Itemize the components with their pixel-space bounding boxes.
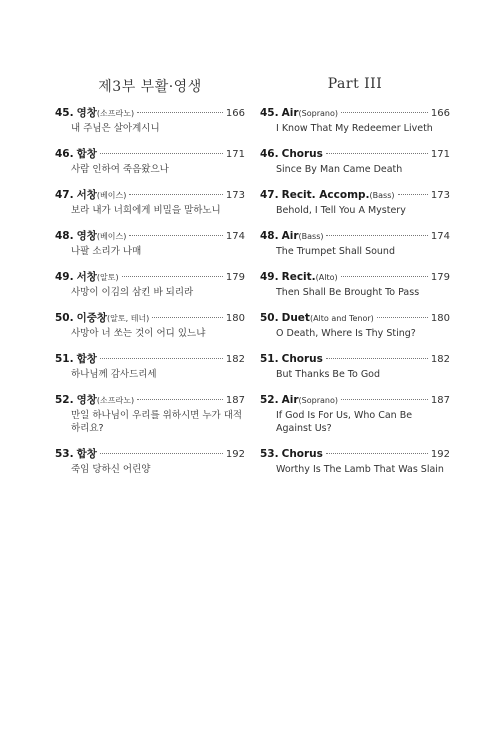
entry-subtitle: 만일 하나님이 우리를 위하시면 누가 대적하리요? bbox=[71, 410, 243, 434]
entry-number: 50. bbox=[55, 312, 74, 324]
entry-title: 영창 bbox=[76, 230, 97, 242]
entry-subtitle: O Death, Where Is Thy Sting? bbox=[276, 328, 416, 339]
entry-number: 52. bbox=[55, 394, 74, 406]
entry-number: 49. bbox=[260, 271, 279, 283]
entry-page: 182 bbox=[225, 354, 245, 365]
dot-leader bbox=[398, 194, 428, 195]
entry-number: 47. bbox=[55, 189, 74, 201]
entry-subtitle: 사람 인하여 죽음왔으나 bbox=[71, 164, 169, 175]
toc-entry[interactable] bbox=[55, 447, 245, 476]
toc-entry[interactable] bbox=[260, 447, 450, 476]
dot-leader bbox=[377, 317, 428, 318]
entry-title: Recit. bbox=[281, 271, 316, 283]
toc-entry[interactable] bbox=[55, 147, 245, 176]
entry-number: 51. bbox=[55, 353, 74, 365]
dot-leader bbox=[129, 235, 223, 236]
toc-entry[interactable] bbox=[55, 106, 245, 135]
part-heading-english: Part III bbox=[327, 76, 383, 92]
entry-page: 192 bbox=[225, 449, 245, 460]
toc-entry[interactable] bbox=[260, 393, 450, 435]
toc-entry[interactable] bbox=[260, 106, 450, 135]
entry-number: 52. bbox=[260, 394, 279, 406]
entry-subtitle: 내 주님은 살아계시니 bbox=[71, 123, 160, 134]
entry-page: 166 bbox=[430, 108, 450, 119]
dot-leader bbox=[326, 453, 428, 454]
entry-page: 174 bbox=[225, 231, 245, 242]
entry-voice-note: (베이스) bbox=[96, 191, 127, 200]
entry-title: Recit. Accomp. bbox=[281, 189, 370, 201]
toc-entry[interactable] bbox=[260, 270, 450, 299]
entry-title: Chorus bbox=[281, 353, 323, 365]
toc-entry[interactable] bbox=[260, 188, 450, 217]
entry-page: 171 bbox=[430, 149, 450, 160]
entry-title: 합창 bbox=[76, 353, 97, 365]
entry-number: 46. bbox=[55, 148, 74, 160]
entry-title: 영창 bbox=[76, 394, 97, 406]
part-heading-korean: 제3부 부활·영생 bbox=[98, 79, 202, 95]
entry-number: 53. bbox=[55, 448, 74, 460]
entry-page: 182 bbox=[430, 354, 450, 365]
dot-leader bbox=[341, 399, 428, 400]
entry-page: 187 bbox=[430, 395, 450, 406]
dot-leader bbox=[100, 453, 223, 454]
entry-page: 187 bbox=[225, 395, 245, 406]
entry-number: 50. bbox=[260, 312, 279, 324]
entry-page: 173 bbox=[225, 190, 245, 201]
dot-leader bbox=[326, 235, 427, 236]
entry-subtitle: Worthy Is The Lamb That Was Slain bbox=[276, 464, 444, 475]
dot-leader bbox=[326, 153, 428, 154]
entry-title: Duet bbox=[281, 312, 310, 324]
entry-page: 173 bbox=[430, 190, 450, 201]
entry-voice-note: (Soprano) bbox=[298, 109, 338, 118]
dot-leader bbox=[341, 276, 428, 277]
entry-voice-note: (Alto and Tenor) bbox=[309, 314, 374, 323]
dot-leader bbox=[137, 112, 223, 113]
entry-voice-note: (Bass) bbox=[298, 232, 324, 241]
entry-subtitle: 보라 내가 너희에게 비밀을 말하노니 bbox=[71, 205, 221, 216]
entry-list-korean bbox=[55, 106, 245, 488]
entry-subtitle: I Know That My Redeemer Liveth bbox=[276, 123, 433, 134]
dot-leader bbox=[341, 112, 428, 113]
entry-title: Air bbox=[281, 230, 299, 242]
entry-title: Air bbox=[281, 107, 299, 119]
toc-entry[interactable] bbox=[260, 311, 450, 340]
entry-title: 서창 bbox=[76, 189, 97, 201]
entry-number: 51. bbox=[260, 353, 279, 365]
toc-entry[interactable] bbox=[260, 229, 450, 258]
entry-voice-note: (알토, 테너) bbox=[107, 314, 150, 323]
toc-entry[interactable] bbox=[55, 311, 245, 340]
entry-number: 45. bbox=[260, 107, 279, 119]
entry-subtitle: Then Shall Be Brought To Pass bbox=[276, 287, 420, 298]
entry-list-english bbox=[260, 106, 450, 488]
toc-entry[interactable] bbox=[55, 270, 245, 299]
entry-title: 이중창 bbox=[76, 312, 108, 324]
entry-page: 180 bbox=[430, 313, 450, 324]
entry-page: 174 bbox=[430, 231, 450, 242]
entry-subtitle: The Trumpet Shall Sound bbox=[276, 246, 395, 257]
entry-subtitle: 죽임 당하신 어린양 bbox=[71, 464, 151, 475]
dot-leader bbox=[129, 194, 223, 195]
dot-leader bbox=[326, 358, 428, 359]
entry-voice-note: (베이스) bbox=[96, 232, 127, 241]
toc-entry[interactable] bbox=[260, 147, 450, 176]
entry-title: Air bbox=[281, 394, 299, 406]
entry-subtitle: Since By Man Came Death bbox=[276, 164, 403, 175]
entry-number: 53. bbox=[260, 448, 279, 460]
toc-entry[interactable] bbox=[55, 188, 245, 217]
entry-subtitle: 사망이 이김의 삼킨 바 되리라 bbox=[71, 287, 194, 298]
entry-subtitle: But Thanks Be To God bbox=[276, 369, 381, 380]
entry-title: Chorus bbox=[281, 448, 323, 460]
entry-page: 179 bbox=[430, 272, 450, 283]
entry-page: 166 bbox=[225, 108, 245, 119]
entry-title: 합창 bbox=[76, 148, 97, 160]
entry-voice-note: (소프라노) bbox=[96, 109, 135, 118]
entry-subtitle: 나팔 소리가 나매 bbox=[71, 246, 142, 257]
entry-number: 48. bbox=[55, 230, 74, 242]
entry-title: Chorus bbox=[281, 148, 323, 160]
toc-entry[interactable] bbox=[260, 352, 450, 381]
entry-page: 179 bbox=[225, 272, 245, 283]
entry-page: 192 bbox=[430, 449, 450, 460]
dot-leader bbox=[100, 358, 223, 359]
entry-number: 49. bbox=[55, 271, 74, 283]
entry-number: 45. bbox=[55, 107, 74, 119]
toc-entry[interactable] bbox=[55, 229, 245, 258]
dot-leader bbox=[137, 399, 223, 400]
entry-title: 영창 bbox=[76, 107, 97, 119]
dot-leader bbox=[122, 276, 223, 277]
entry-subtitle: If God Is For Us, Who Can Be Against Us? bbox=[276, 410, 413, 434]
dot-leader bbox=[100, 153, 223, 154]
entry-number: 48. bbox=[260, 230, 279, 242]
entry-voice-note: (Soprano) bbox=[298, 396, 338, 405]
entry-subtitle: 사망아 너 쏘는 것이 어디 있느냐 bbox=[71, 328, 206, 339]
entry-voice-note: (소프라노) bbox=[96, 396, 135, 405]
entry-page: 180 bbox=[225, 313, 245, 324]
entry-voice-note: (알토) bbox=[96, 273, 119, 282]
entry-number: 46. bbox=[260, 148, 279, 160]
entry-title: 서창 bbox=[76, 271, 97, 283]
entry-voice-note: (Alto) bbox=[315, 273, 338, 282]
entry-subtitle: Behold, I Tell You A Mystery bbox=[276, 205, 406, 216]
entry-number: 47. bbox=[260, 189, 279, 201]
entry-page: 171 bbox=[225, 149, 245, 160]
dot-leader bbox=[152, 317, 223, 318]
entry-title: 합창 bbox=[76, 448, 97, 460]
entry-voice-note: (Bass) bbox=[369, 191, 395, 200]
toc-entry[interactable] bbox=[55, 352, 245, 381]
entry-subtitle: 하나님께 감사드리세 bbox=[71, 369, 157, 380]
toc-entry[interactable] bbox=[55, 393, 245, 435]
